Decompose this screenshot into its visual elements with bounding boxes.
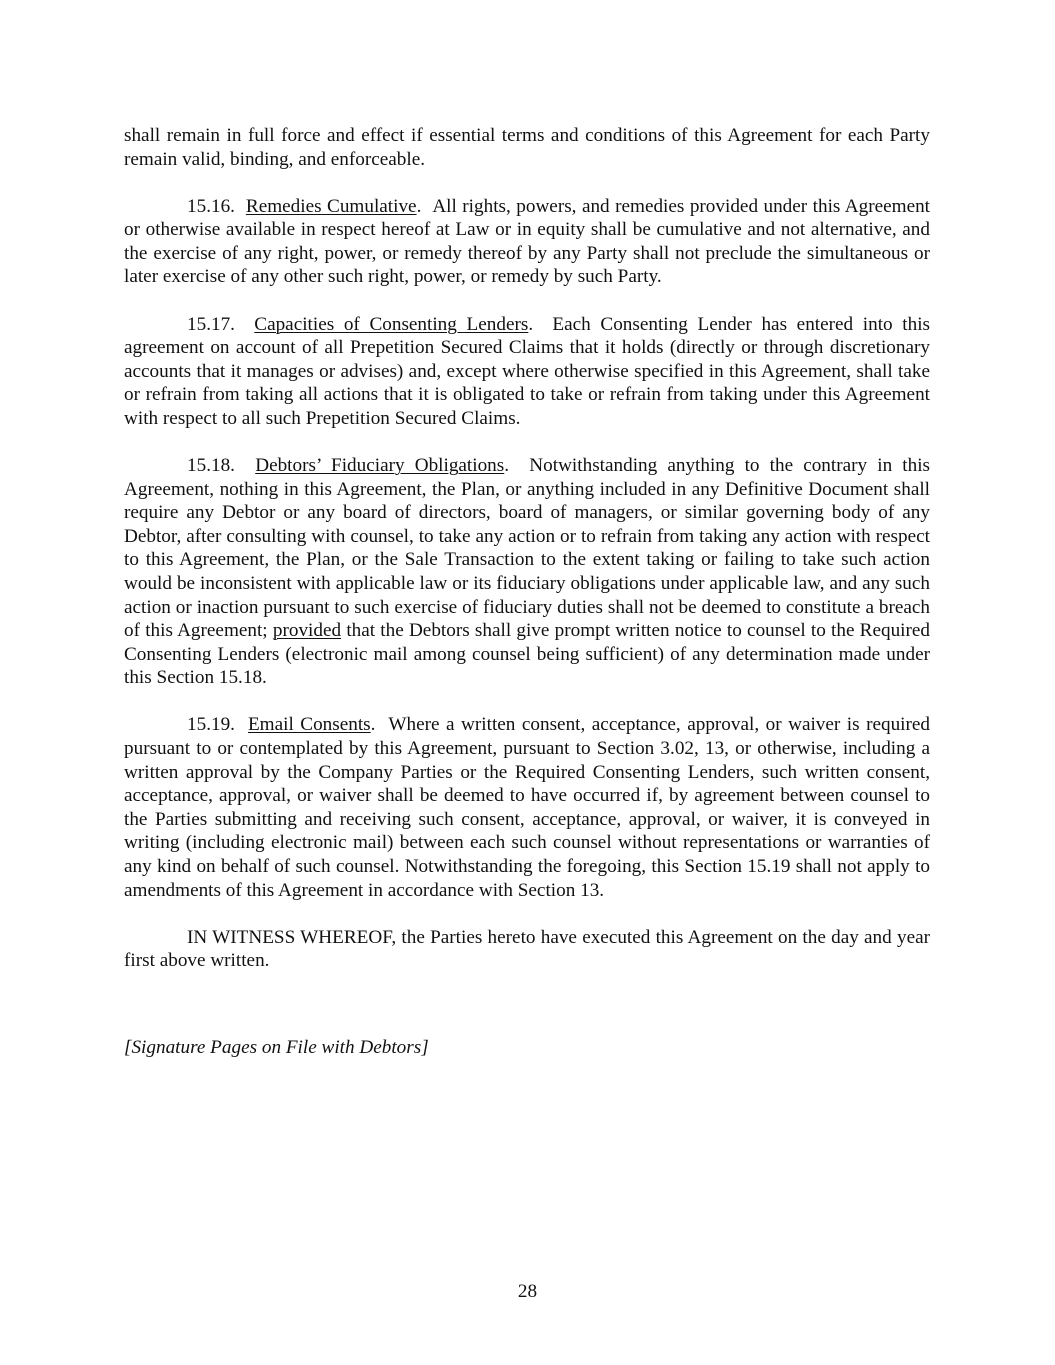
document-page — [124, 124, 931, 1058]
provided-term: provided — [272, 620, 342, 642]
section-heading: Capacities of Consenting Lenders — [254, 313, 529, 335]
section-heading: Remedies Cumulative — [245, 195, 417, 217]
section-heading: Email Consents — [247, 714, 371, 736]
section-body-continued: that the Debtors shall give prompt written notice to counsel to the Required Consenting Lenders (electronic mail among counsel being sufficient) of any determination made under this Section 15.18. — [124, 620, 931, 689]
page-number: 28 — [517, 1281, 538, 1302]
section-body: All rights, powers, and remedies provided under this Agreement or otherwise available in respect hereof at Law or in equity shall be cumulative and not alternative, and the exercise of any right, power, or remedy thereof by any Party shall not preclude the simultaneous or later exercise of any other such right, power, or remedy by such Party. — [124, 195, 931, 288]
section-15-18: 15.18. Debtors’ Fiduciary Obligations. Notwithstanding anything to the contrary in this Agreement, nothing in this Agreement, the Plan, or anything included in any Definitive Document shall require any Debtor or any board of directors, board of managers, or similar governing body of any Debtor, after consulting with counsel, to take any action or to refrain from taking any action with respect to this Agreement, the Plan, or the Sale Transaction to the extent taking or failing to take such action would be inconsistent with applicable law or its fiduciary obligations under applicable law, and any such action or inaction pursuant to such exercise of fiduciary duties shall not be deemed to constitute a breach of this Agreement; provided that the Debtors shall give prompt written notice to counsel to the Required Consenting Lenders (electronic mail among counsel being sufficient) of any determination made under this Section 15.18. — [124, 455, 931, 689]
section-body: Each Consenting Lender has entered into this agreement on account of all Prepetition Secured Claims that it holds (directly or through discretionary accounts that it manages or advises) and, except where otherwise specified in this Agreement, shall take or refrain from taking all actions that it is obligated to take or refrain from taking under this Agreement with respect to all such Prepetition Secured Claims. — [124, 313, 931, 429]
signature-note: [Signature Pages on File with Debtors] — [124, 1037, 429, 1058]
section-heading: Debtors’ Fiduciary Obligations — [255, 455, 505, 477]
section-body: Notwithstanding anything to the contrary in this Agreement, nothing in this Agreement, the Plan, or anything included in any Definitive Document shall require any Debtor or any board of directors, board of managers, or similar governing body of any Debtor, after consulting with counsel, to take any action or to refrain from taking any action with respect to this Agreement, the Plan, or the Sale Transaction to the extent taking or failing to take such action would be inconsistent with applicable law or its fiduciary obligations under applicable law, and any such action or inaction pursuant to such exercise of fiduciary duties shall not be deemed to constitute a breach of this Agreement; — [124, 455, 931, 642]
witness-clause: IN WITNESS WHEREOF, the Parties hereto have executed this Agreement on the day and year first above written. — [124, 926, 930, 972]
section-15-17: 15.17. Capacities of Consenting Lenders. Each Consenting Lender has entered into this agreement on account of all Prepetition Secured Claims that it holds (directly or through discretionary accounts that it manages or advises) and, except where otherwise specified in this Agreement, shall take or refrain from taking all actions that it is obligated to take or refrain from taking under this Agreement with respect to all such Prepetition Secured Claims. — [124, 313, 931, 429]
section-number: 15.18. — [187, 455, 235, 477]
section-body: Where a written consent, acceptance, approval, or waiver is required pursuant to or contemplated by this Agreement, pursuant to Section 3.02, 13, or otherwise, including a written approval by the Company Parties or the Required Consenting Lenders, such written consent, acceptance, approval, or waiver shall be deemed to have occurred if, by agreement between counsel to the Parties submitting and receiving such consent, acceptance, approval, or waiver, it is conveyed in writing (including electronic mail) between each such counsel without representations or warranties of any kind on behalf of such counsel. Notwithstanding the foregoing, this Section 15.19 shall not apply to amendments of this Agreement in accordance with Section 13. — [124, 714, 931, 901]
section-15-19: 15.19. Email Consents. Where a written consent, acceptance, approval, or waiver is required pursuant to or contemplated by this Agreement, pursuant to Section 3.02, 13, or otherwise, including a written approval by the Company Parties or the Required Consenting Lenders, such written consent, acceptance, approval, or waiver shall be deemed to have occurred if, by agreement between counsel to the Parties submitting and receiving such consent, acceptance, approval, or waiver, it is conveyed in writing (including electronic mail) between each such counsel without representations or warranties of any kind on behalf of such counsel. Notwithstanding the foregoing, this Section 15.19 shall not apply to amendments of this Agreement in accordance with Section 13. — [124, 714, 931, 901]
section-number: 15.17. — [187, 313, 235, 335]
section-number: 15.16. — [187, 195, 235, 217]
section-15-16: 15.16. Remedies Cumulative. All rights, powers, and remedies provided under this Agreement or otherwise available in respect hereof at Law or in equity shall be cumulative and not alternative, and the exercise of any right, power, or remedy thereof by any Party shall not preclude the simultaneous or later exercise of any other such right, power, or remedy by such Party. — [124, 195, 931, 288]
section-number: 15.19. — [187, 714, 235, 736]
continuation-paragraph: shall remain in full force and effect if essential terms and conditions of this Agreement for each Party remain valid, binding, and enforceable. — [124, 125, 930, 170]
